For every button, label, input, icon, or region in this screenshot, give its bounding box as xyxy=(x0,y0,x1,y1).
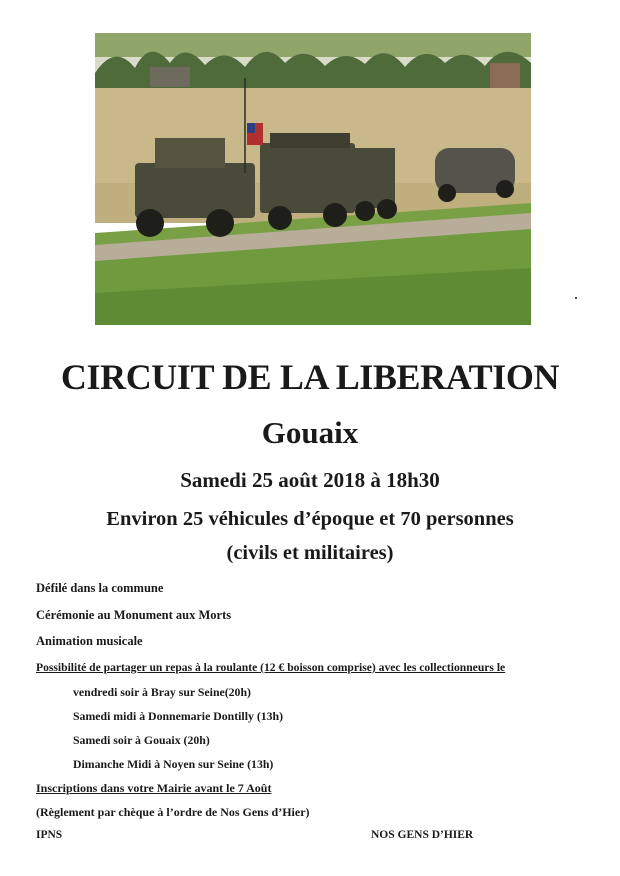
poster-subtitle-2: (civils et militaires) xyxy=(226,542,394,564)
payment-note: (Règlement par chèque à l’ordre de Nos Gens d’Hier) xyxy=(36,805,310,819)
registration-note: Inscriptions dans votre Mairie avant le 7 Août xyxy=(36,781,272,795)
meal-item: vendredi soir à Bray sur Seine(20h) xyxy=(73,685,251,699)
footer-organizer: NOS GENS D’HIER xyxy=(371,829,474,841)
poster-subtitle: Environ 25 véhicules d’époque et 70 personnes xyxy=(106,508,514,530)
footer-ipns: IPNS xyxy=(36,829,63,841)
meal-intro: Possibilité de partager un repas à la roulante (12 € boisson comprise) avec les collectionneurs le xyxy=(36,661,506,674)
poster-date: Samedi 25 août 2018 à 18h30 xyxy=(180,468,440,492)
poster-title: CIRCUIT DE LA LIBERATION xyxy=(60,357,560,397)
meal-item: Samedi midi à Donnemarie Dontilly (13h) xyxy=(73,709,284,723)
program-item: Cérémonie au Monument aux Morts xyxy=(36,608,232,622)
scan-speck xyxy=(575,297,577,299)
program-item: Animation musicale xyxy=(36,634,143,648)
meal-item: Dimanche Midi à Noyen sur Seine (13h) xyxy=(73,757,274,771)
vehicle-convoy-photo xyxy=(95,33,531,325)
meal-item: Samedi soir à Gouaix (20h) xyxy=(73,733,210,747)
program-item: Défilé dans la commune xyxy=(36,581,164,595)
poster-location: Gouaix xyxy=(261,415,359,450)
